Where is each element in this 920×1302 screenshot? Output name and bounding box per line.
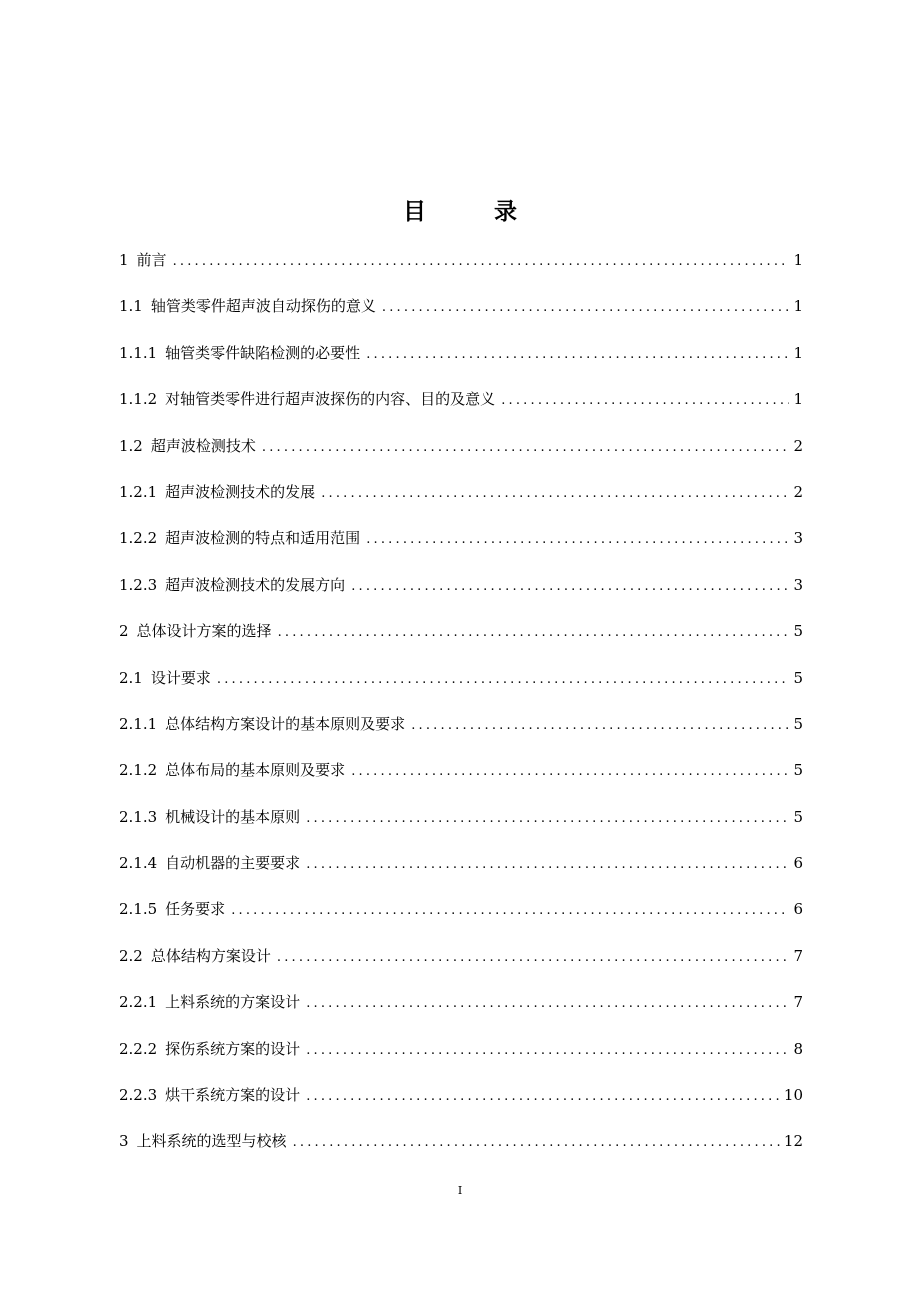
toc-entry-number: 1.2 — [119, 436, 143, 455]
toc-entry[interactable] — [119, 986, 803, 1032]
toc-entry-page: 3 — [793, 575, 803, 594]
toc-dot-leader — [411, 710, 789, 742]
toc-dot-leader — [382, 292, 790, 324]
toc-entry-page: 6 — [793, 900, 803, 919]
toc-entry-number: 2.2.1 — [119, 993, 158, 1012]
toc-dot-leader — [231, 895, 789, 927]
toc-entry-number: 1.1 — [119, 297, 143, 316]
toc-entry[interactable] — [119, 615, 803, 661]
table-of-contents — [119, 244, 803, 1172]
toc-entry-page: 5 — [793, 714, 803, 733]
toc-dot-leader — [351, 756, 789, 788]
toc-dot-leader — [366, 524, 789, 556]
toc-dot-leader — [306, 849, 789, 881]
toc-entry-number: 1 — [119, 251, 129, 269]
toc-entry-number: 1.1.2 — [119, 390, 158, 409]
toc-entry-title: 上料系统的方案设计 — [165, 993, 301, 1012]
toc-entry-page: 1 — [793, 251, 803, 269]
toc-entry[interactable] — [119, 1079, 803, 1125]
toc-dot-leader — [306, 1035, 789, 1067]
toc-entry-number: 2.1 — [119, 668, 143, 687]
toc-dot-leader — [501, 385, 789, 417]
toc-entry-title: 超声波检测的特点和适用范围 — [165, 529, 361, 548]
toc-entry-number: 3 — [119, 1132, 129, 1151]
toc-entry-number: 2 — [119, 622, 129, 641]
toc-entry-number: 1.2.3 — [119, 575, 158, 594]
toc-dot-leader — [366, 339, 789, 371]
toc-dot-leader — [293, 1127, 780, 1159]
toc-entry[interactable] — [119, 337, 803, 383]
toc-entry-page: 5 — [793, 622, 803, 641]
toc-entry-title: 超声波检测技术的发展 — [165, 482, 316, 501]
toc-dot-leader — [277, 942, 790, 974]
toc-entry-title: 超声波检测技术 — [150, 436, 256, 455]
toc-entry[interactable] — [119, 708, 803, 754]
toc-entry-title: 总体结构方案设计的基本原则及要求 — [165, 714, 406, 733]
toc-entry-page: 5 — [793, 761, 803, 780]
toc-entry-title: 超声波检测技术的发展方向 — [165, 575, 346, 594]
page-title: 目 录 — [402, 199, 547, 225]
toc-dot-leader — [306, 988, 789, 1020]
toc-entry-page: 10 — [783, 1086, 803, 1105]
toc-entry-number: 1.2.2 — [119, 529, 158, 548]
toc-entry-number: 2.2.2 — [119, 1039, 158, 1058]
toc-entry-page: 1 — [793, 343, 803, 362]
toc-dot-leader — [173, 246, 790, 278]
toc-dot-leader — [306, 803, 789, 835]
toc-entry-title: 总体布局的基本原则及要求 — [165, 761, 346, 780]
toc-entry-title: 总体设计方案的选择 — [136, 622, 272, 641]
toc-entry-title: 自动机器的主要要求 — [165, 854, 301, 873]
toc-entry-page: 5 — [793, 668, 803, 687]
toc-dot-leader — [321, 478, 789, 510]
toc-entry-title: 设计要求 — [150, 668, 211, 687]
toc-entry[interactable] — [119, 893, 803, 939]
toc-entry[interactable] — [119, 801, 803, 847]
toc-entry-page: 5 — [793, 807, 803, 826]
toc-entry-number: 2.1.3 — [119, 807, 158, 826]
toc-entry-number: 2.1.5 — [119, 900, 158, 919]
toc-entry-page: 3 — [793, 529, 803, 548]
toc-entry-title: 总体结构方案设计 — [150, 946, 271, 965]
toc-dot-leader — [278, 617, 790, 649]
toc-entry-page: 1 — [793, 390, 803, 409]
toc-entry-number: 2.2 — [119, 946, 143, 965]
toc-entry-number: 1.2.1 — [119, 482, 158, 501]
toc-entry[interactable] — [119, 940, 803, 986]
toc-entry-page: 6 — [793, 854, 803, 873]
toc-entry-title: 探伤系统方案的设计 — [165, 1039, 301, 1058]
toc-entry[interactable] — [119, 1033, 803, 1079]
toc-entry-page: 1 — [793, 297, 803, 316]
toc-entry[interactable] — [119, 569, 803, 615]
toc-entry-page: 2 — [793, 482, 803, 501]
toc-entry-number: 2.1.1 — [119, 714, 158, 733]
toc-entry[interactable] — [119, 662, 803, 708]
toc-entry-page: 2 — [793, 436, 803, 455]
toc-entry-title: 前言 — [136, 251, 167, 269]
toc-entry[interactable] — [119, 290, 803, 336]
toc-dot-leader — [262, 432, 790, 464]
toc-entry-number: 2.1.2 — [119, 761, 158, 780]
toc-entry-number: 2.2.3 — [119, 1086, 158, 1105]
toc-entry[interactable] — [119, 430, 803, 476]
toc-entry[interactable] — [119, 383, 803, 429]
toc-entry-page: 7 — [793, 993, 803, 1012]
toc-entry-page: 8 — [793, 1039, 803, 1058]
toc-entry-title: 轴管类零件缺陷检测的必要性 — [165, 343, 361, 362]
toc-dot-leader — [217, 664, 790, 696]
toc-entry-title: 任务要求 — [165, 900, 226, 919]
toc-entry-number: 1.1.1 — [119, 343, 158, 362]
toc-entry-page: 12 — [783, 1132, 803, 1151]
toc-entry[interactable] — [119, 847, 803, 893]
toc-entry-title: 轴管类零件超声波自动探伤的意义 — [150, 297, 376, 316]
toc-entry[interactable] — [119, 754, 803, 800]
toc-dot-leader — [351, 571, 789, 603]
footer-page-number: I — [457, 1184, 463, 1197]
toc-entry-title: 上料系统的选型与校核 — [136, 1132, 287, 1151]
toc-dot-leader — [306, 1081, 780, 1113]
toc-entry-number: 2.1.4 — [119, 854, 158, 873]
toc-entry-title: 烘干系统方案的设计 — [165, 1086, 301, 1105]
toc-entry-title: 机械设计的基本原则 — [165, 807, 301, 826]
toc-entry[interactable] — [119, 244, 803, 290]
toc-entry[interactable] — [119, 522, 803, 568]
toc-entry-title: 对轴管类零件进行超声波探伤的内容、目的及意义 — [165, 390, 496, 409]
toc-entry[interactable] — [119, 476, 803, 522]
toc-entry-page: 7 — [793, 946, 803, 965]
toc-entry[interactable] — [119, 1125, 803, 1171]
